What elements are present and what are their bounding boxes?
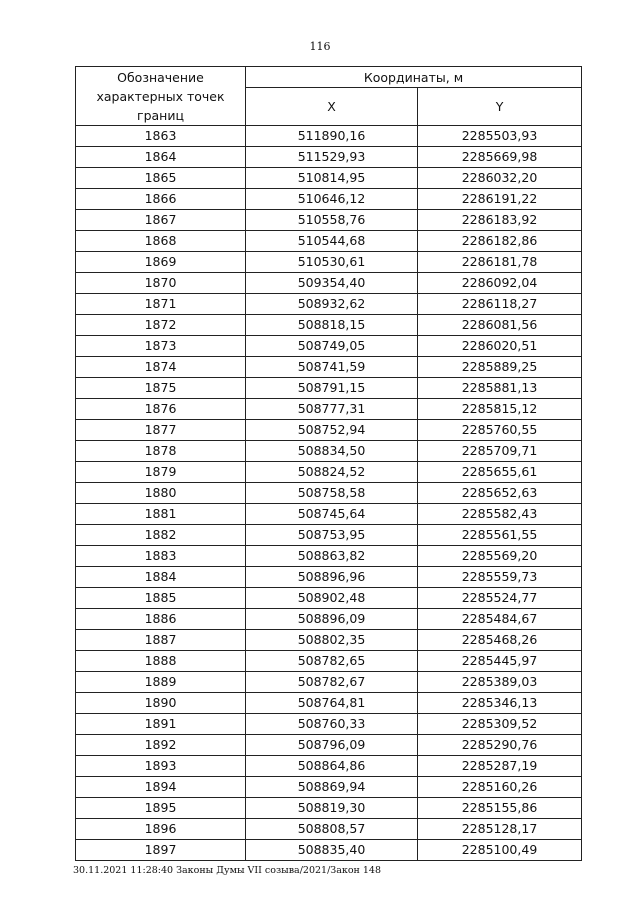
x-cell: 508796,09 xyxy=(246,735,418,756)
table-row xyxy=(76,189,582,210)
point-cell: 1894 xyxy=(76,777,246,798)
point-cell: 1877 xyxy=(76,420,246,441)
table-row xyxy=(76,462,582,483)
x-cell: 508764,81 xyxy=(246,693,418,714)
y-cell: 2286092,04 xyxy=(418,273,582,294)
y-cell: 2286182,86 xyxy=(418,231,582,252)
y-header: Y xyxy=(418,88,582,126)
table-row xyxy=(76,126,582,147)
y-cell: 2285709,71 xyxy=(418,441,582,462)
y-cell: 2285760,55 xyxy=(418,420,582,441)
table-row xyxy=(76,504,582,525)
y-cell: 2285290,76 xyxy=(418,735,582,756)
point-cell: 1869 xyxy=(76,252,246,273)
point-cell: 1863 xyxy=(76,126,246,147)
table-row xyxy=(76,273,582,294)
y-cell: 2286191,22 xyxy=(418,189,582,210)
y-cell: 2285484,67 xyxy=(418,609,582,630)
point-cell: 1865 xyxy=(76,168,246,189)
point-cell: 1870 xyxy=(76,273,246,294)
x-cell: 508834,50 xyxy=(246,441,418,462)
x-cell: 508760,33 xyxy=(246,714,418,735)
y-cell: 2285128,17 xyxy=(418,819,582,840)
table-row xyxy=(76,798,582,819)
table-body xyxy=(76,126,582,861)
point-cell: 1890 xyxy=(76,693,246,714)
x-cell: 511890,16 xyxy=(246,126,418,147)
y-cell: 2285559,73 xyxy=(418,567,582,588)
y-cell: 2285309,52 xyxy=(418,714,582,735)
table-row xyxy=(76,651,582,672)
y-cell: 2286118,27 xyxy=(418,294,582,315)
point-cell: 1873 xyxy=(76,336,246,357)
table-row xyxy=(76,378,582,399)
x-cell: 510558,76 xyxy=(246,210,418,231)
x-cell: 510530,61 xyxy=(246,252,418,273)
x-cell: 508863,82 xyxy=(246,546,418,567)
point-cell: 1895 xyxy=(76,798,246,819)
x-cell: 508752,94 xyxy=(246,420,418,441)
x-cell: 508819,30 xyxy=(246,798,418,819)
point-cell: 1874 xyxy=(76,357,246,378)
table-row xyxy=(76,210,582,231)
table-row xyxy=(76,441,582,462)
point-cell: 1875 xyxy=(76,378,246,399)
x-cell: 508864,86 xyxy=(246,756,418,777)
x-cell: 510646,12 xyxy=(246,189,418,210)
point-cell: 1872 xyxy=(76,315,246,336)
table-row xyxy=(76,735,582,756)
x-cell: 508824,52 xyxy=(246,462,418,483)
coordinates-header: Координаты, м xyxy=(246,67,582,88)
table-row xyxy=(76,756,582,777)
point-cell: 1881 xyxy=(76,504,246,525)
point-cell: 1868 xyxy=(76,231,246,252)
table-row xyxy=(76,630,582,651)
table-row xyxy=(76,819,582,840)
x-cell: 508896,09 xyxy=(246,609,418,630)
table-row xyxy=(76,588,582,609)
table-row xyxy=(76,336,582,357)
y-cell: 2285346,13 xyxy=(418,693,582,714)
y-cell: 2285569,20 xyxy=(418,546,582,567)
table-row xyxy=(76,483,582,504)
y-cell: 2286183,92 xyxy=(418,210,582,231)
y-cell: 2285889,25 xyxy=(418,357,582,378)
x-cell: 508791,15 xyxy=(246,378,418,399)
table-row xyxy=(76,840,582,861)
point-cell: 1884 xyxy=(76,567,246,588)
point-cell: 1878 xyxy=(76,441,246,462)
table-row xyxy=(76,252,582,273)
table-row xyxy=(76,525,582,546)
table-row xyxy=(76,546,582,567)
point-cell: 1880 xyxy=(76,483,246,504)
y-cell: 2285815,12 xyxy=(418,399,582,420)
y-cell: 2285561,55 xyxy=(418,525,582,546)
table-row xyxy=(76,567,582,588)
y-cell: 2285652,63 xyxy=(418,483,582,504)
y-cell: 2285287,19 xyxy=(418,756,582,777)
x-cell: 508818,15 xyxy=(246,315,418,336)
point-cell: 1885 xyxy=(76,588,246,609)
designation-header: Обозначение характерных точек границ xyxy=(76,67,246,126)
x-cell: 508932,62 xyxy=(246,294,418,315)
table-row xyxy=(76,420,582,441)
y-cell: 2285389,03 xyxy=(418,672,582,693)
y-cell: 2285582,43 xyxy=(418,504,582,525)
x-cell: 508749,05 xyxy=(246,336,418,357)
table-row xyxy=(76,147,582,168)
point-cell: 1896 xyxy=(76,819,246,840)
point-cell: 1886 xyxy=(76,609,246,630)
y-cell: 2286020,51 xyxy=(418,336,582,357)
y-cell: 2285669,98 xyxy=(418,147,582,168)
table-row xyxy=(76,357,582,378)
table-row xyxy=(76,693,582,714)
table-row xyxy=(76,168,582,189)
table-row xyxy=(76,609,582,630)
x-cell: 508902,48 xyxy=(246,588,418,609)
point-cell: 1866 xyxy=(76,189,246,210)
x-header: X xyxy=(246,88,418,126)
x-cell: 508869,94 xyxy=(246,777,418,798)
point-cell: 1897 xyxy=(76,840,246,861)
y-cell: 2286081,56 xyxy=(418,315,582,336)
table-row xyxy=(76,777,582,798)
y-cell: 2285524,77 xyxy=(418,588,582,609)
x-cell: 508896,96 xyxy=(246,567,418,588)
point-cell: 1888 xyxy=(76,651,246,672)
y-cell: 2285503,93 xyxy=(418,126,582,147)
y-cell: 2285160,26 xyxy=(418,777,582,798)
x-cell: 508782,67 xyxy=(246,672,418,693)
x-cell: 511529,93 xyxy=(246,147,418,168)
point-cell: 1867 xyxy=(76,210,246,231)
x-cell: 508745,64 xyxy=(246,504,418,525)
x-cell: 508753,95 xyxy=(246,525,418,546)
x-cell: 510544,68 xyxy=(246,231,418,252)
table-row xyxy=(76,672,582,693)
x-cell: 510814,95 xyxy=(246,168,418,189)
x-cell: 508808,57 xyxy=(246,819,418,840)
y-cell: 2285155,86 xyxy=(418,798,582,819)
point-cell: 1883 xyxy=(76,546,246,567)
point-cell: 1864 xyxy=(76,147,246,168)
point-cell: 1876 xyxy=(76,399,246,420)
table-row xyxy=(76,399,582,420)
coordinates-table xyxy=(75,66,582,861)
y-cell: 2286032,20 xyxy=(418,168,582,189)
y-cell: 2285445,97 xyxy=(418,651,582,672)
point-cell: 1891 xyxy=(76,714,246,735)
table-row xyxy=(76,315,582,336)
footer-stamp: 30.11.2021 11:28:40 Законы Думы VII созыва/2021/Закон 148 xyxy=(73,865,382,876)
point-cell: 1889 xyxy=(76,672,246,693)
point-cell: 1892 xyxy=(76,735,246,756)
y-cell: 2285100,49 xyxy=(418,840,582,861)
point-cell: 1871 xyxy=(76,294,246,315)
x-cell: 508782,65 xyxy=(246,651,418,672)
x-cell: 509354,40 xyxy=(246,273,418,294)
point-cell: 1879 xyxy=(76,462,246,483)
x-cell: 508758,58 xyxy=(246,483,418,504)
table-row xyxy=(76,231,582,252)
point-cell: 1887 xyxy=(76,630,246,651)
x-cell: 508802,35 xyxy=(246,630,418,651)
page-number: 116 xyxy=(309,40,331,53)
x-cell: 508741,59 xyxy=(246,357,418,378)
y-cell: 2286181,78 xyxy=(418,252,582,273)
y-cell: 2285881,13 xyxy=(418,378,582,399)
y-cell: 2285655,61 xyxy=(418,462,582,483)
table-row xyxy=(76,714,582,735)
point-cell: 1882 xyxy=(76,525,246,546)
point-cell: 1893 xyxy=(76,756,246,777)
x-cell: 508835,40 xyxy=(246,840,418,861)
table-row xyxy=(76,294,582,315)
x-cell: 508777,31 xyxy=(246,399,418,420)
y-cell: 2285468,26 xyxy=(418,630,582,651)
